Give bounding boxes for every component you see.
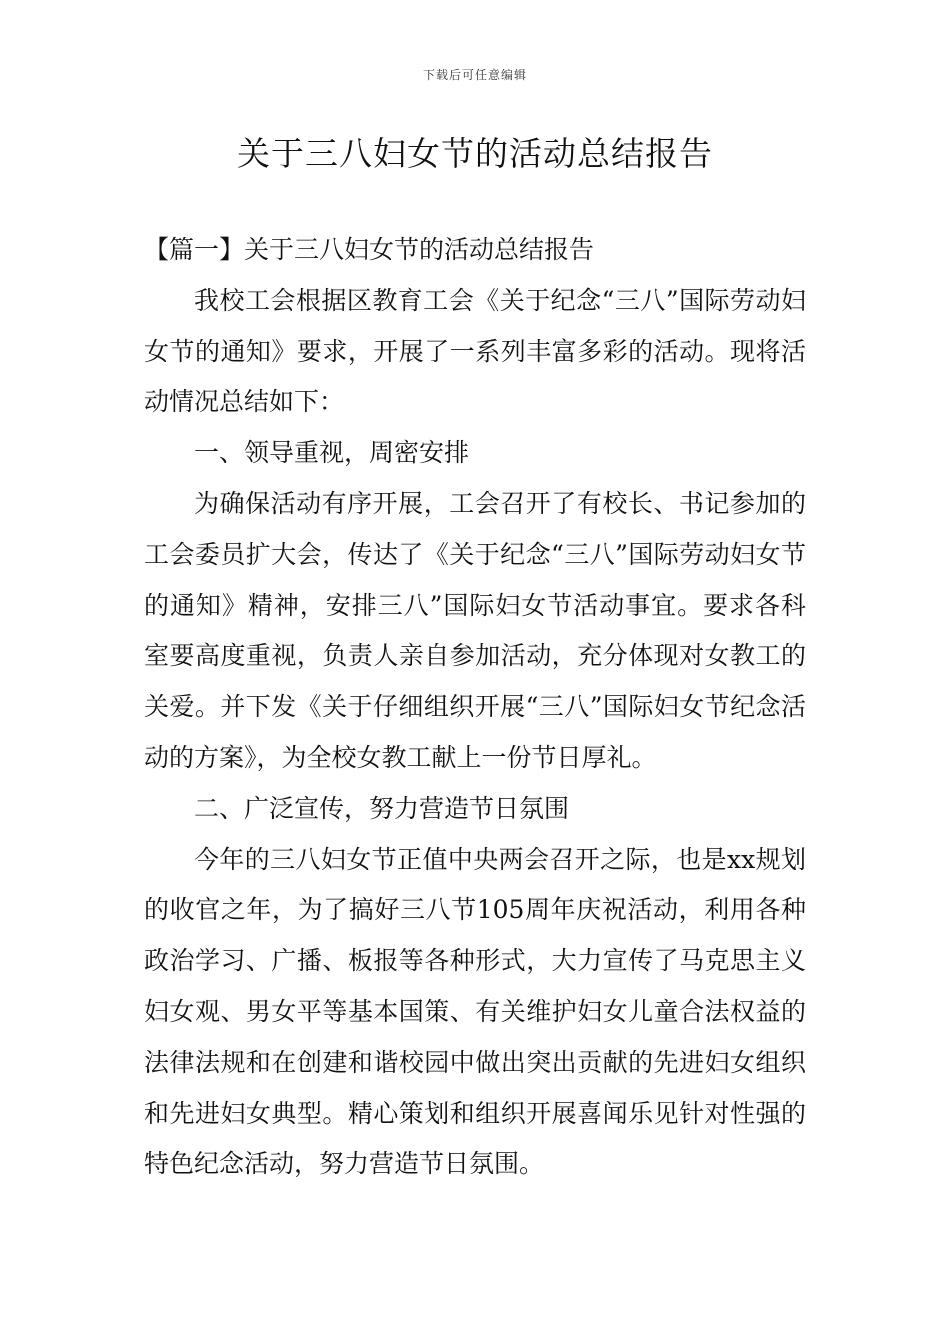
paragraph-intro: 我校工会根据区教育工会《关于纪念“三八”国际劳动妇女节的通知》要求，开展了一系列丰富多彩的活动。现将活动情况总结如下： <box>144 285 806 417</box>
page-header-note: 下载后可任意编辑 <box>422 68 527 82</box>
document-body <box>144 225 806 1190</box>
paragraph-arrangement: 为确保活动有序开展，工会召开了有校长、书记参加的工会委员扩大会，传达了《关于纪念“三八”国际劳动妇女节的通知》精神，安排三八”国际妇女节活动事宜。要求各科室要高度重视，负责人亲自参加活动，充分体现对女教工的关爱。并下发《关于仔细组织开展“三八”国际妇女节纪念活动的方案》，为全校女教工献上一份节日厚礼。 <box>144 488 806 772</box>
section-heading: 【篇一】关于三八妇女节的活动总结报告 <box>144 235 595 264</box>
document-title: 关于三八妇女节的活动总结报告 <box>237 134 713 173</box>
paragraph-publicity: 今年的三八妇女节正值中央两会召开之际，也是xx规划的收官之年，为了搞好三八节105周年庆祝活动，利用各种政治学习、广播、板报等各种形式，大力宣传了马克思主义妇女观、男女平等基本国策、有关维护妇女儿童合法权益的法律法规和在创建和谐校园中做出突出贡献的先进妇女组织和先进妇女典型。精心策划和组织开展喜闻乐见针对性强的特色纪念活动，努力营造节日氛围。 <box>144 844 806 1179</box>
subheading-publicity: 二、广泛宣传，努力营造节日氛围 <box>194 793 570 823</box>
subheading-leadership: 一、领导重视，周密安排 <box>194 438 470 468</box>
